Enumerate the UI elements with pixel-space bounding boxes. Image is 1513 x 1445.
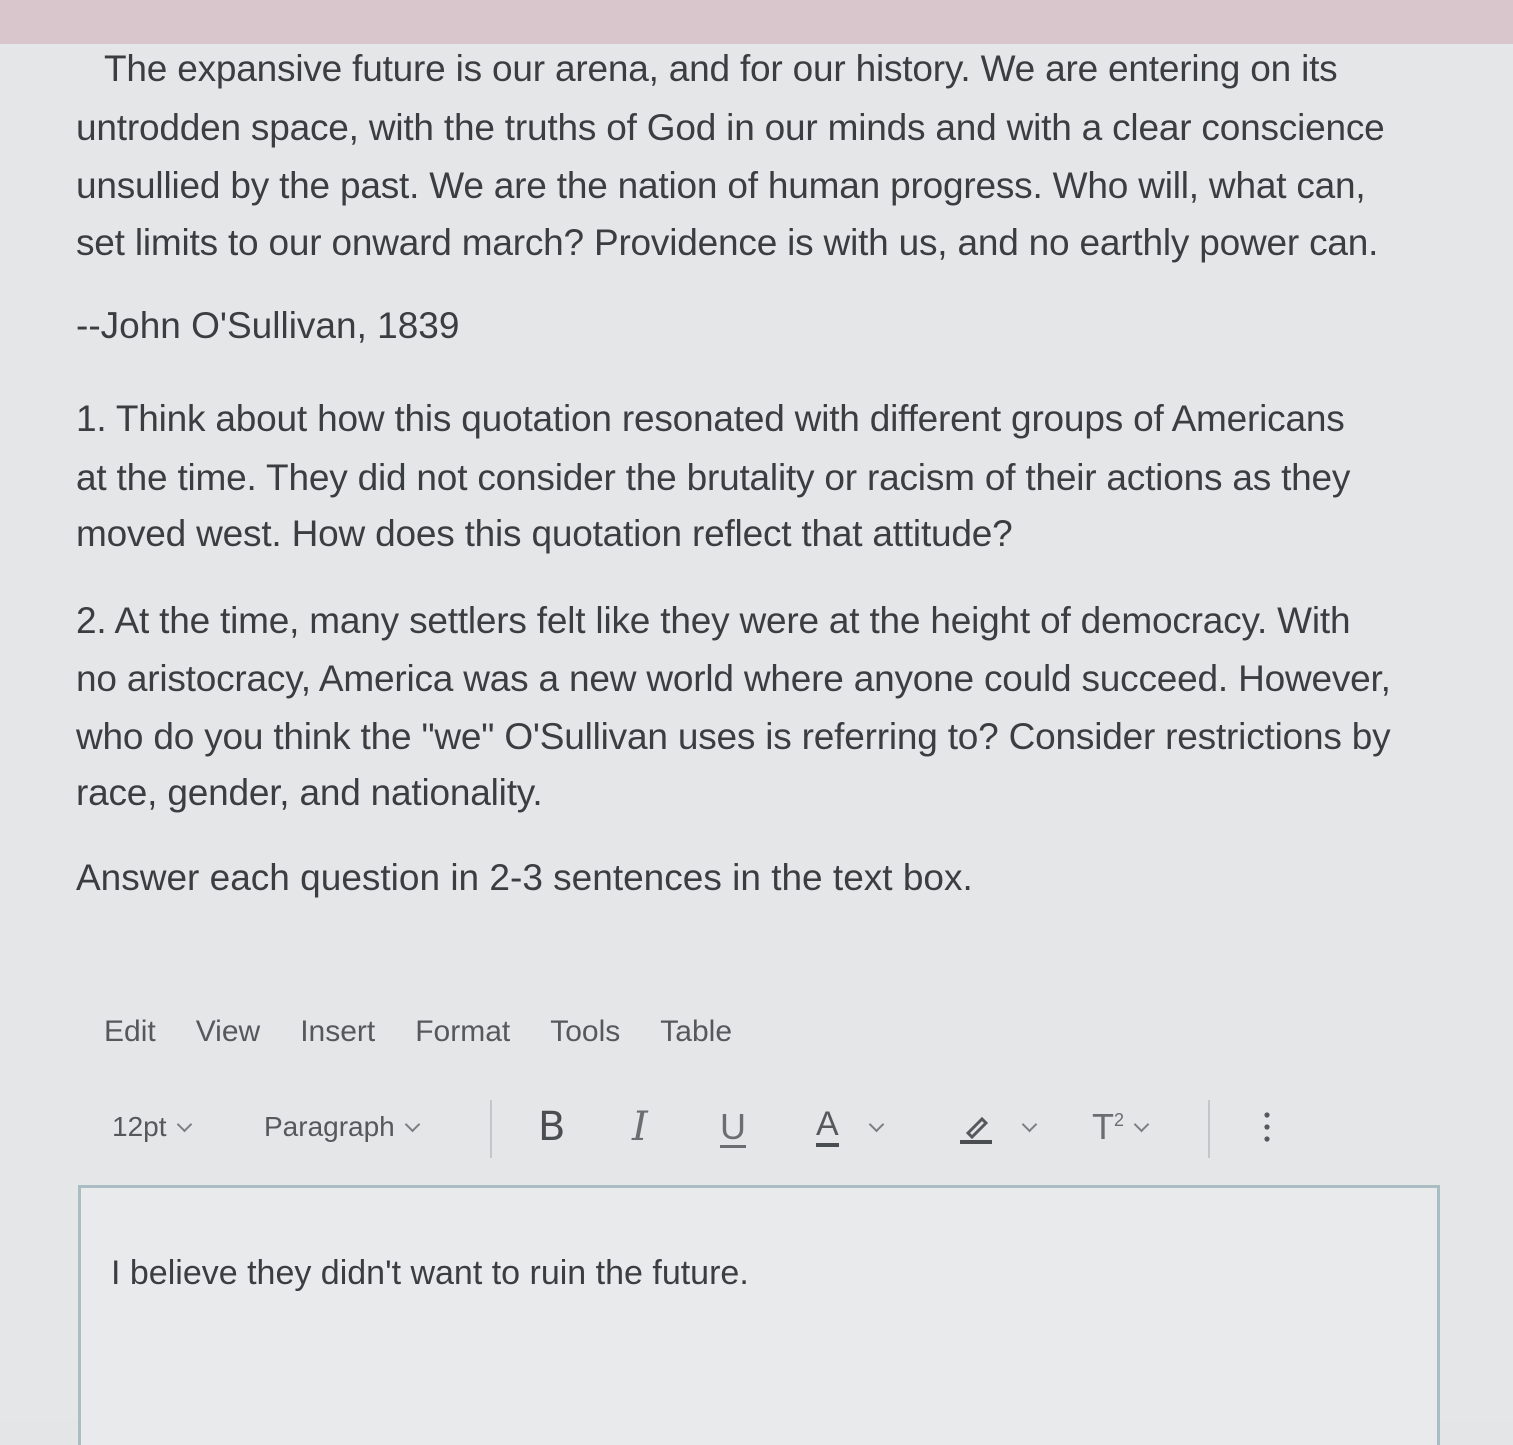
underline-button[interactable] <box>720 1096 746 1158</box>
answer-instruction: Answer each question in 2-3 sentences in the text box. <box>76 857 973 898</box>
menu-table[interactable]: Table <box>660 1015 732 1048</box>
chevron-down-icon <box>176 1116 192 1132</box>
bold-button[interactable] <box>538 1096 565 1158</box>
menu-edit[interactable]: Edit <box>104 1015 156 1048</box>
font-size-value: 12pt <box>112 1111 167 1142</box>
menu-format[interactable]: Format <box>415 1015 511 1048</box>
more-options-button[interactable] <box>1262 1096 1272 1158</box>
question-2-line-4: race, gender, and nationality. <box>76 772 543 813</box>
editor-toolbar <box>112 1096 1312 1158</box>
highlight-color-button[interactable] <box>958 1096 1035 1158</box>
passage-line-2: untrodden space, with the truths of God in our minds and with a clear conscience <box>76 107 1385 148</box>
superscript-button[interactable] <box>1092 1096 1147 1158</box>
question-2-line-1: 2. At the time, many settlers felt like they were at the height of democracy. With <box>76 600 1351 641</box>
chevron-down-icon <box>404 1116 420 1132</box>
bold-icon: B <box>538 1104 566 1150</box>
passage-line-1: The expansive future is our arena, and for our history. We are entering on its <box>104 48 1338 89</box>
superscript-letter: T <box>1092 1106 1114 1147</box>
passage-line-4: set limits to our onward march? Providence is with us, and no earthly power can. <box>76 222 1379 263</box>
editor-content: I believe they didn't want to ruin the future. <box>111 1254 749 1292</box>
toolbar-divider <box>1208 1100 1210 1158</box>
chevron-down-icon <box>868 1116 884 1132</box>
menu-tools[interactable]: Tools <box>550 1015 621 1048</box>
menu-view[interactable]: View <box>195 1015 261 1048</box>
question-1-line-2: at the time. They did not consider the brutality or racism of their actions as they <box>76 457 1351 498</box>
italic-icon: I <box>632 1104 648 1150</box>
question-1-line-1: 1. Think about how this quotation resonated with different groups of Americans <box>76 398 1345 439</box>
more-vertical-icon <box>1262 1109 1272 1145</box>
italic-button[interactable] <box>632 1096 648 1158</box>
question-1-line-3: moved west. How does this quotation reflect that attitude? <box>76 513 1013 554</box>
block-format-select[interactable] <box>264 1096 418 1158</box>
text-color-icon: A <box>816 1107 839 1147</box>
answer-text-editor[interactable] <box>78 1185 1440 1445</box>
superscript-mark: 2 <box>1114 1110 1125 1130</box>
editor-menubar <box>104 1015 772 1055</box>
browser-top-strip <box>0 0 1513 44</box>
menu-insert[interactable]: Insert <box>300 1015 376 1048</box>
toolbar-divider <box>490 1100 492 1158</box>
underline-icon: U <box>720 1106 746 1147</box>
font-size-select[interactable] <box>112 1096 190 1158</box>
highlight-pen-icon <box>958 1109 994 1145</box>
question-2-line-2: no aristocracy, America was a new world where anyone could succeed. However, <box>76 658 1391 699</box>
question-2-line-3: who do you think the "we" O'Sullivan uses is referring to? Consider restrictions by <box>76 716 1391 757</box>
passage-line-3: unsullied by the past. We are the nation of human progress. Who will, what can, <box>76 165 1366 206</box>
chevron-down-icon <box>1134 1116 1150 1132</box>
chevron-down-icon <box>1022 1116 1038 1132</box>
superscript-icon <box>1092 1106 1124 1148</box>
text-color-button[interactable] <box>816 1096 882 1158</box>
block-format-value: Paragraph <box>264 1111 395 1142</box>
quote-attribution: --John O'Sullivan, 1839 <box>76 305 460 346</box>
